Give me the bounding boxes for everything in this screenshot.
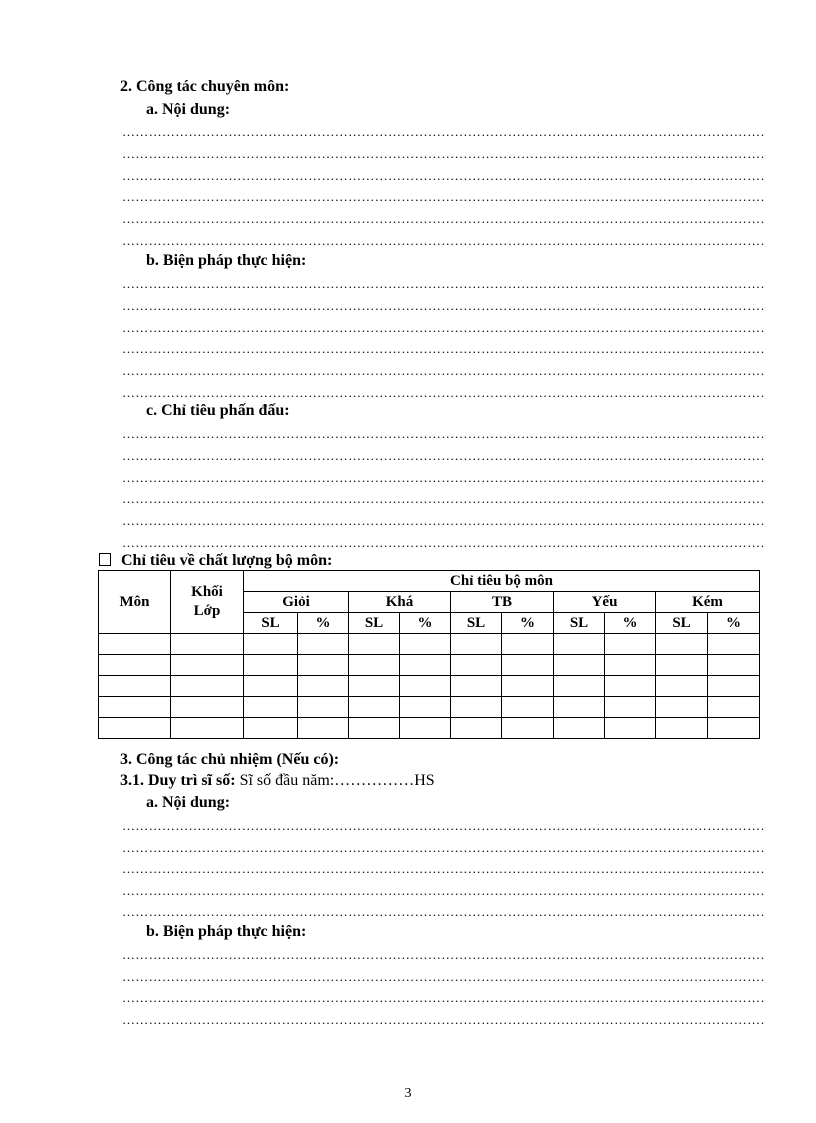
- section-3b-label: b. Biện pháp thực hiện:: [146, 923, 307, 940]
- header-sl: SL: [656, 613, 708, 634]
- table-cell[interactable]: [99, 634, 171, 655]
- fill-line[interactable]: [122, 322, 766, 334]
- table-cell[interactable]: [244, 718, 298, 739]
- table-row: [99, 676, 760, 697]
- fill-line[interactable]: [122, 213, 766, 225]
- table-cell[interactable]: [554, 634, 605, 655]
- header-level: Khá: [349, 592, 451, 613]
- fill-line[interactable]: [122, 493, 766, 505]
- fill-line[interactable]: [122, 472, 766, 484]
- table-cell[interactable]: [708, 655, 760, 676]
- table-row: [99, 655, 760, 676]
- table-cell[interactable]: [605, 676, 656, 697]
- fill-line[interactable]: [122, 428, 766, 440]
- table-cell[interactable]: [400, 676, 451, 697]
- table-cell[interactable]: [708, 718, 760, 739]
- fill-line[interactable]: [122, 820, 766, 832]
- fill-line[interactable]: [122, 365, 766, 377]
- table-row: [99, 697, 760, 718]
- table-cell[interactable]: [708, 676, 760, 697]
- page-number: 3: [404, 1086, 412, 1101]
- header-sl: SL: [554, 613, 605, 634]
- fill-line[interactable]: [122, 842, 766, 854]
- table-cell[interactable]: [605, 634, 656, 655]
- header-sl: SL: [451, 613, 502, 634]
- fill-line[interactable]: [122, 885, 766, 897]
- fill-line[interactable]: [122, 537, 766, 549]
- table-cell[interactable]: [349, 655, 400, 676]
- table-cell[interactable]: [554, 697, 605, 718]
- header-pct: %: [605, 613, 656, 634]
- table-cell[interactable]: [244, 697, 298, 718]
- header-subject: Môn: [99, 571, 171, 634]
- table-cell[interactable]: [656, 676, 708, 697]
- table-cell[interactable]: [502, 634, 554, 655]
- table-cell[interactable]: [171, 676, 244, 697]
- section-2c-label: c. Chỉ tiêu phấn đấu:: [146, 402, 290, 419]
- fill-line[interactable]: [122, 126, 766, 138]
- header-pct: %: [708, 613, 760, 634]
- fill-line[interactable]: [122, 949, 766, 961]
- table-cell[interactable]: [298, 655, 349, 676]
- quality-title-text: Chỉ tiêu về chất lượng bộ môn:: [121, 552, 333, 569]
- table-cell[interactable]: [400, 718, 451, 739]
- table-cell[interactable]: [244, 655, 298, 676]
- fill-line[interactable]: [122, 148, 766, 160]
- table-cell[interactable]: [708, 634, 760, 655]
- table-cell[interactable]: [298, 718, 349, 739]
- table-cell[interactable]: [400, 655, 451, 676]
- table-cell[interactable]: [349, 718, 400, 739]
- table-cell[interactable]: [99, 718, 171, 739]
- table-cell[interactable]: [99, 697, 171, 718]
- header-grade: [171, 571, 244, 634]
- table-cell[interactable]: [99, 655, 171, 676]
- table-cell[interactable]: [656, 697, 708, 718]
- table-cell[interactable]: [605, 655, 656, 676]
- table-cell[interactable]: [554, 655, 605, 676]
- table-cell[interactable]: [656, 634, 708, 655]
- fill-line[interactable]: [122, 1014, 766, 1026]
- header-pct: %: [502, 613, 554, 634]
- fill-line[interactable]: [122, 278, 766, 290]
- fill-line[interactable]: [122, 863, 766, 875]
- table-cell[interactable]: [400, 697, 451, 718]
- table-cell[interactable]: [451, 676, 502, 697]
- table-cell[interactable]: [171, 718, 244, 739]
- fill-line[interactable]: [122, 906, 766, 918]
- table-cell[interactable]: [451, 655, 502, 676]
- table-cell[interactable]: [656, 718, 708, 739]
- table-cell[interactable]: [99, 676, 171, 697]
- table-cell[interactable]: [502, 718, 554, 739]
- table-cell[interactable]: [400, 634, 451, 655]
- table-cell[interactable]: [605, 697, 656, 718]
- section-2b-label: b. Biện pháp thực hiện:: [146, 252, 307, 269]
- fill-line[interactable]: [122, 170, 766, 182]
- header-sl: SL: [349, 613, 400, 634]
- table-cell[interactable]: [298, 697, 349, 718]
- header-targets: Chỉ tiêu bộ môn: [244, 571, 760, 592]
- table-cell[interactable]: [171, 655, 244, 676]
- fill-line[interactable]: [122, 191, 766, 203]
- table-cell[interactable]: [708, 697, 760, 718]
- table-cell[interactable]: [244, 634, 298, 655]
- table-cell[interactable]: [298, 676, 349, 697]
- table-cell[interactable]: [554, 676, 605, 697]
- table-cell[interactable]: [349, 634, 400, 655]
- table-cell[interactable]: [451, 697, 502, 718]
- fill-line[interactable]: [122, 235, 766, 247]
- section-2a-label: a. Nội dung:: [146, 101, 231, 118]
- table-cell[interactable]: [502, 676, 554, 697]
- fill-line[interactable]: [122, 387, 766, 399]
- header-pct: %: [298, 613, 349, 634]
- header-grade-line2: Lớp: [193, 603, 221, 619]
- fill-line[interactable]: [122, 992, 766, 1004]
- quality-title: [99, 552, 332, 570]
- header-level: Yếu: [554, 592, 656, 613]
- table-cell[interactable]: [451, 718, 502, 739]
- checkbox-icon: [99, 553, 111, 566]
- fill-line[interactable]: [122, 971, 766, 983]
- header-level: Giỏi: [244, 592, 349, 613]
- header-level: TB: [451, 592, 554, 613]
- table-cell[interactable]: [554, 718, 605, 739]
- header-pct: %: [400, 613, 451, 634]
- table-cell[interactable]: [349, 676, 400, 697]
- section-2-title: 2. Công tác chuyên môn:: [120, 78, 290, 95]
- table-cell[interactable]: [656, 655, 708, 676]
- table-cell[interactable]: [502, 697, 554, 718]
- table-cell[interactable]: [605, 718, 656, 739]
- fill-line[interactable]: [122, 343, 766, 355]
- table-row: [99, 634, 760, 655]
- fill-line[interactable]: [122, 450, 766, 462]
- table-cell[interactable]: [502, 655, 554, 676]
- header-level: Kém: [656, 592, 760, 613]
- table-row: [99, 718, 760, 739]
- fill-line[interactable]: [122, 515, 766, 527]
- header-sl: SL: [244, 613, 298, 634]
- section-3-1-label: 3.1. Duy trì sĩ số:: [120, 772, 236, 789]
- table-cell[interactable]: [349, 697, 400, 718]
- section-3a-label: a. Nội dung:: [146, 794, 231, 811]
- quality-table: [98, 570, 760, 739]
- table-cell[interactable]: [451, 634, 502, 655]
- fill-line[interactable]: [122, 300, 766, 312]
- section-3-1: [120, 772, 435, 790]
- section-3-title: 3. Công tác chủ nhiệm (Nếu có):: [120, 751, 340, 768]
- table-cell[interactable]: [244, 676, 298, 697]
- table-cell[interactable]: [171, 634, 244, 655]
- section-3-1-text: Sĩ số đầu năm:……………HS: [235, 772, 435, 789]
- table-cell[interactable]: [298, 634, 349, 655]
- header-grade-line1: Khối: [191, 584, 223, 600]
- table-cell[interactable]: [171, 697, 244, 718]
